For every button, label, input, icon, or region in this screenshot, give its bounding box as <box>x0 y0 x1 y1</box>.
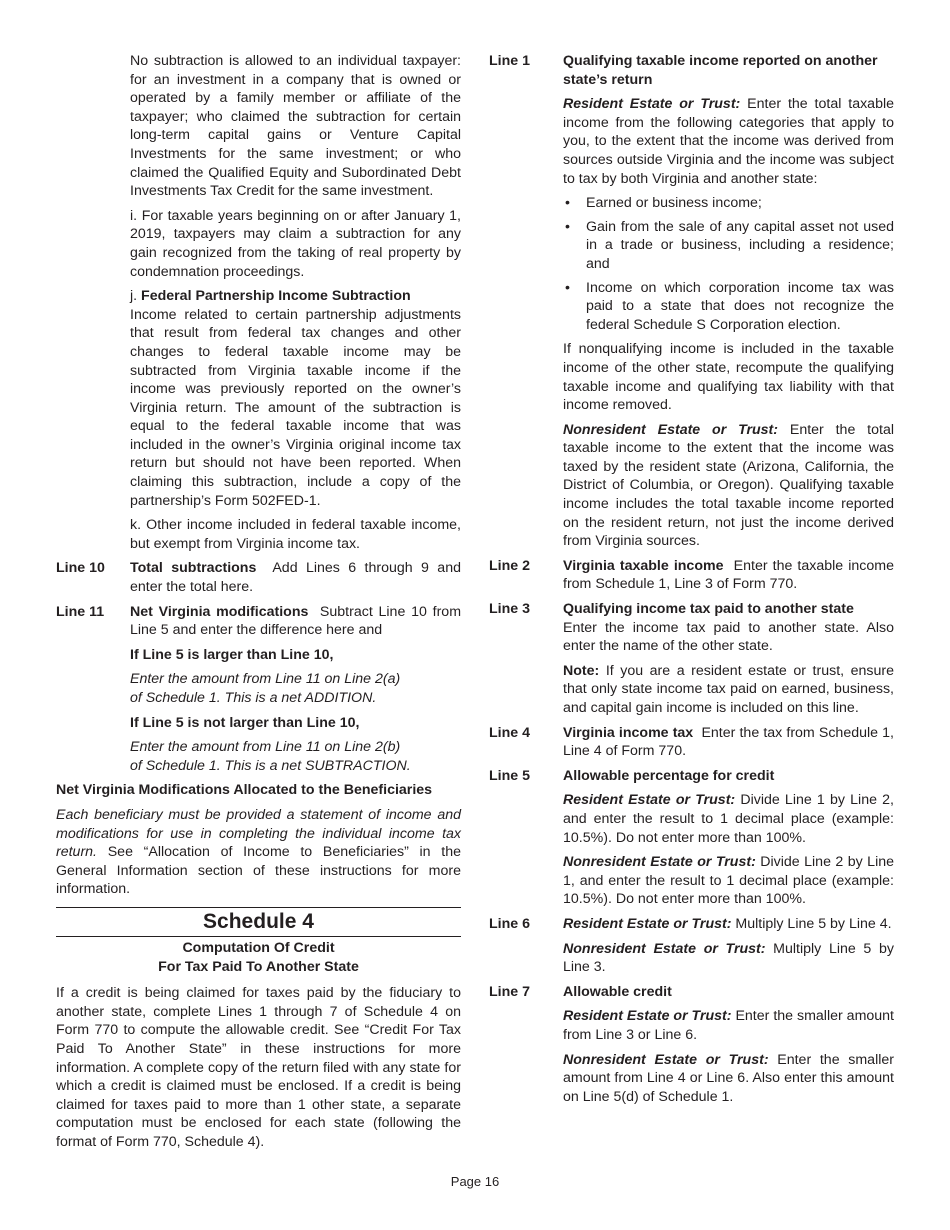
line-10-body <box>130 559 461 596</box>
line-1-label: Line 1 <box>489 53 530 69</box>
if-not-larger-heading: If Line 5 is not larger than Line 10, <box>130 714 360 731</box>
line-1-title: Qualifying taxable income reported on another state’s return <box>563 53 878 88</box>
line-10-title: Total subtractions <box>130 560 257 577</box>
line-7-title: Allowable credit <box>563 983 672 1000</box>
line-4-entry <box>489 724 894 761</box>
line-11-title: Net Virginia modifications <box>130 603 309 620</box>
item-k-paragraph: k. Other income included in federal taxable income, but exempt from Virginia income tax. <box>130 517 461 552</box>
line-3-body: Qualifying income tax paid to another state Enter the income tax paid to another state. Also enter the name of the other state. <box>563 601 894 655</box>
net-modifications-paragraph <box>56 806 461 899</box>
list-item: • Income on which corporation income tax was paid to a state that does not recognize the federal Schedule S Corporation election. <box>565 279 894 333</box>
bullet-icon: • <box>565 195 570 212</box>
if-not-larger-text: Enter the amount from Line 11 on Line 2(b) of Schedule 1. This is a net SUBTRACTION. <box>130 739 411 774</box>
line-6-nonresident: Nonresident Estate or Trust: Multiply Line 5 by Line 3. <box>563 940 894 976</box>
net-modifications-text: See “Allocation of Income to Beneficiaries” in the General Information section of these instructions for more information. <box>56 844 461 898</box>
line-2-label: Line 2 <box>489 557 530 574</box>
line-1-nonresident: Nonresident Estate or Trust: Enter the total taxable income to the extent that the income was taxed by the resident state (Arizona, California, the District of Columbia, or Oregon). Qualifying taxable income includes the total taxable income reported on the resident return, not just the income derived from Virginia sources. <box>563 421 894 550</box>
line-2-entry <box>489 557 894 594</box>
line-7-nonresident: Nonresident Estate or Trust: Enter the smaller amount from Line 4 or Line 6. Also enter this amount on Line 5(d) of Schedule 1. <box>563 1051 894 1105</box>
line-10-label: Line 10 <box>56 560 105 577</box>
item-i-paragraph: i. For taxable years beginning on or after January 1, 2019, taxpayers may claim a subtraction for any gain recognized from the taking of real property by condemnation proceedings. <box>130 207 461 280</box>
line-11-body <box>130 603 461 640</box>
line-5-entry <box>489 767 894 786</box>
item-j-title: Federal Partnership Income Subtraction <box>141 288 411 305</box>
line-10-entry <box>56 559 461 596</box>
net-modifications-italic: Each beneficiary must be provided a statement of income and modifications for use in completing the individual income tax return. <box>56 806 461 861</box>
schedule-4-subtitle: Computation Of Credit For Tax Paid To Another State <box>158 939 359 975</box>
item-j-paragraph <box>130 287 461 510</box>
line-5-resident: Resident Estate or Trust: Divide Line 1 by Line 2, and enter the result to 1 decimal place (example: 10.5%). Do not enter more than 100%. <box>563 792 894 846</box>
line-6-label: Line 6 <box>489 915 530 932</box>
page-number: Page 16 <box>450 1174 500 1189</box>
line-11-label: Line 11 <box>56 603 105 620</box>
list-item: • Earned or business income; <box>565 195 762 212</box>
schedule-4-intro: If a credit is being claimed for taxes paid by the fiduciary to another state, complete Lines 1 through 7 of Schedule 4 on Form 770 to compute the allowable credit. See “Credit For Tax Paid To Another State” in these instructions for more information. A complete copy of the return filed with any state for which a credit is claimed must be enclosed. If a credit is being claimed for taxes paid to more than 1 other state, a separate computation must be enclosed for each state (following the format of Form 770, Schedule 4). <box>56 985 461 1150</box>
line-11-entry <box>56 603 461 640</box>
line-4-body: Virginia income tax Enter the tax from Schedule 1, Line 4 of Form 770. <box>563 724 894 760</box>
line-7-label: Line 7 <box>489 983 530 1000</box>
line-5-title: Allowable percentage for credit <box>563 767 775 784</box>
line-1-resident: Resident Estate or Trust: Enter the total taxable income from the following categories that apply to you, to the extent that the income was derived from sources outside Virginia and the income was subject to tax by both Virginia and another state: <box>563 96 895 187</box>
line-3-note: Note: If you are a resident estate or trust, ensure that only state income tax paid on earned, business, and capital gain income is included on this line. <box>563 662 894 716</box>
line-1-nonqualifying: If nonqualifying income is included in the taxable income of the other state, recompute the qualifying taxable income and qualifying tax liability with that income removed. <box>563 341 894 414</box>
line-6-resident: Resident Estate or Trust: Multiply Line 5 by Line 4. <box>563 915 892 932</box>
if-larger-heading: If Line 5 is larger than Line 10, <box>130 646 334 663</box>
if-larger-text: Enter the amount from Line 11 on Line 2(a) of Schedule 1. This is a net ADDITION. <box>130 671 401 706</box>
line-5-label: Line 5 <box>489 767 530 784</box>
bullet-icon: • <box>565 218 570 235</box>
line-11-text: Subtract Line 10 from Line 5 and enter the difference here and <box>130 603 462 639</box>
line-3-entry <box>489 600 894 656</box>
net-modifications-heading: Net Virginia Modifications Allocated to the Beneficiaries <box>56 782 433 799</box>
line-6-entry <box>489 915 894 934</box>
line-1-entry <box>489 52 894 89</box>
line-2-body: Virginia taxable income Enter the taxable income from Schedule 1, Line 3 of Form 770. <box>563 557 894 593</box>
investment-restriction-paragraph: No subtraction is allowed to an individual taxpayer: for an investment in a company that is owned or operated by a family member or affiliate of the taxpayer; who claimed the subtraction for certain long-term capital gains or Venture Capital Investments for the same investment; or who claimed the Qualified Equity and Subordinated Debt Investments Tax Credit for the same investment. <box>130 53 461 200</box>
item-j-text: Income related to certain partnership adjustments that result from federal tax changes and other changes to federal taxable income may be subtracted from Virginia taxable income if the income was previously reported on the owner’s Virginia return. The amount of the subtraction is equal to the federal taxable income that was included in the owner’s Virginia original income tax return but should not have been reported. When claiming this subtraction, include a copy of the partnership’s Form 502FED-1. <box>130 306 461 509</box>
item-j-prefix: j. <box>130 288 142 305</box>
schedule-4-title: Schedule 4 <box>56 907 461 937</box>
line-10-text: Add Lines 6 through 9 and enter the total here. <box>130 560 461 596</box>
line-3-label: Line 3 <box>489 601 530 618</box>
line-7-entry <box>489 983 894 1002</box>
bullet-icon: • <box>565 279 570 296</box>
list-item: • Gain from the sale of any capital asset not used in a trade or business, including a residence; and <box>565 218 894 272</box>
line-4-label: Line 4 <box>489 724 530 741</box>
left-column <box>56 52 461 1151</box>
line-5-nonresident: Nonresident Estate or Trust: Divide Line 2 by Line 1, and enter the result to 1 decimal place (example: 10.5%). Do not enter more than 100%. <box>563 854 895 908</box>
line-7-resident: Resident Estate or Trust: Enter the smaller amount from Line 3 or Line 6. <box>563 1008 894 1043</box>
right-column <box>489 52 894 1106</box>
line-1-bullets <box>563 194 894 334</box>
